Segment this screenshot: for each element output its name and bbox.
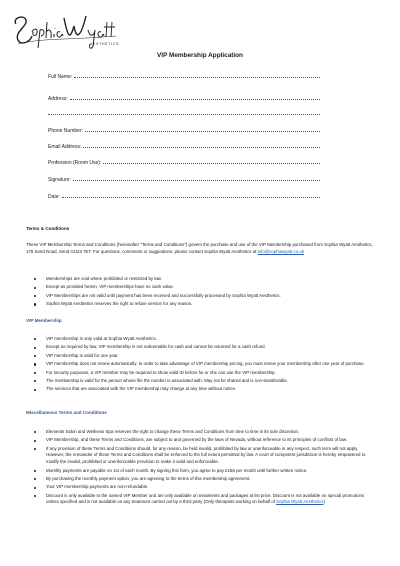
full-name-label: Full Name: — [48, 74, 73, 80]
date-line[interactable] — [62, 193, 320, 198]
terms-intro-text: These VIP Membership Terms and Conditions (hereinafter "Terms and Conditions") govern the purchase and use of the VIP Membership purchased from Sophia Wyatt Aesthetics, 175 Send Road, Send GU23 7ET. For questions, comments or suggestions, please contact Sophia Wyatt Aesthetics at — [26, 242, 373, 254]
address-field[interactable] — [48, 95, 320, 102]
profession-label: Profession (Room Use): — [48, 160, 102, 166]
email-line[interactable] — [83, 143, 320, 148]
profession-field[interactable] — [48, 159, 320, 166]
email-field[interactable] — [48, 143, 320, 150]
brand-logo-artwork — [10, 8, 120, 54]
email-label: Email Address: — [48, 144, 82, 150]
list-item: Elements Salon and Wellness Spa reserves the right to change these Terms and Conditions from time to time in its sole discretion. — [32, 429, 372, 436]
terms-intro — [26, 242, 374, 255]
list-item: Monthly payments are payable on 1st of each month. By signing this form, you agree to pay £165 per month until further written notice. — [32, 468, 372, 475]
list-item: If any provision of these Terms and Conditions should, for any reason, be held invalid, prohibited by law or unenforceable in any respect, such term will not apply. However, the remainder of these Terms and Conditions shall be enforced to the full extent permitted by law. A court of competent jurisdiction is hereby empowered to modify the invalid, prohibited or unenforceable provision to make it valid and enforceable. — [32, 446, 372, 466]
list-item: The membership is valid for the person whose file the number is associated with. May not be shared and is non-transferable. — [32, 378, 372, 385]
address-line-2[interactable] — [48, 113, 320, 115]
list-item: The services that are associated with the VIP membership may change at any time without notice. — [32, 386, 372, 393]
list-item: By purchasing the monthly payment option, you are agreeing to the terms of this membership agreement. — [32, 476, 372, 483]
address-label: Address: — [48, 96, 68, 102]
brand-tagline: AESTHETICS — [90, 42, 120, 46]
vip-membership-heading: VIP Membership — [26, 318, 62, 323]
signature-label: Signature: — [48, 177, 71, 183]
document-title: VIP Membership Application — [157, 52, 243, 59]
general-terms-list — [32, 276, 372, 310]
list-item: For security purposes, a VIP member may be required to show valid ID before he or she can use the VIP membership. — [32, 370, 372, 377]
brand-logo — [10, 8, 120, 54]
brand-link[interactable]: Sophia Wyatt Aesthetics — [276, 499, 324, 505]
list-item: Except as required by law, VIP membership is not redeemable for cash and cannot be returned for a cash refund. — [32, 344, 372, 351]
phone-label: Phone Number: — [48, 128, 84, 134]
phone-line[interactable] — [85, 127, 320, 132]
phone-field[interactable] — [48, 127, 320, 134]
full-name-field[interactable] — [48, 73, 320, 80]
signature-field[interactable] — [48, 176, 320, 183]
signature-line[interactable] — [73, 176, 320, 181]
list-item: VIP membership is valid for one year. — [32, 353, 372, 360]
profession-line[interactable] — [103, 159, 320, 164]
list-item: VIP Membership, and these Terms and Conditions, are subject to and governed by the laws of Nevada, without reference to its principles of conflicts of law. — [32, 437, 372, 444]
date-field[interactable] — [48, 193, 320, 200]
misc-terms-list — [32, 429, 372, 508]
vip-terms-list — [32, 336, 372, 395]
date-label: Date: — [48, 194, 60, 200]
misc-last-end: ) — [323, 499, 325, 505]
terms-heading: Terms & Conditions — [26, 226, 70, 231]
address-line[interactable] — [70, 95, 320, 100]
list-item: Memberships are void where prohibited or restricted by law. — [32, 276, 372, 283]
list-item: VIP Memberships are not valid until payment has been received and successfully processed by Sophia Wyatt Aesthetics. — [32, 293, 372, 300]
full-name-line[interactable] — [74, 73, 320, 78]
misc-terms-heading: Miscellaneous Terms and Conditions — [26, 410, 107, 415]
list-item — [32, 493, 372, 506]
contact-email-link[interactable]: info@sophiawyatt.co.uk — [257, 248, 305, 254]
list-item: Your VIP membership payments are non-refundable. — [32, 484, 372, 491]
list-item: VIP membership does not renew automatically. In order to take advantage of VIP membership pricing, you must renew your membership after one year of purchase. — [32, 361, 372, 368]
list-item: Sophia Wyatt Aesthetics reserves the right to refuse service for any reason. — [32, 301, 372, 308]
list-item: Except as provided herein, VIP memberships have no cash value. — [32, 284, 372, 291]
list-item: VIP membership is only valid at Sophia Wyatt Aesthetics. — [32, 336, 372, 343]
misc-last-text: Discount is only available to the named VIP Member and are only available on treatments and packages at list price. Discount is not available on special promotions unless specified and is not available on any treatment carried out by a third party (Only therapists working on behalf of — [46, 492, 365, 505]
